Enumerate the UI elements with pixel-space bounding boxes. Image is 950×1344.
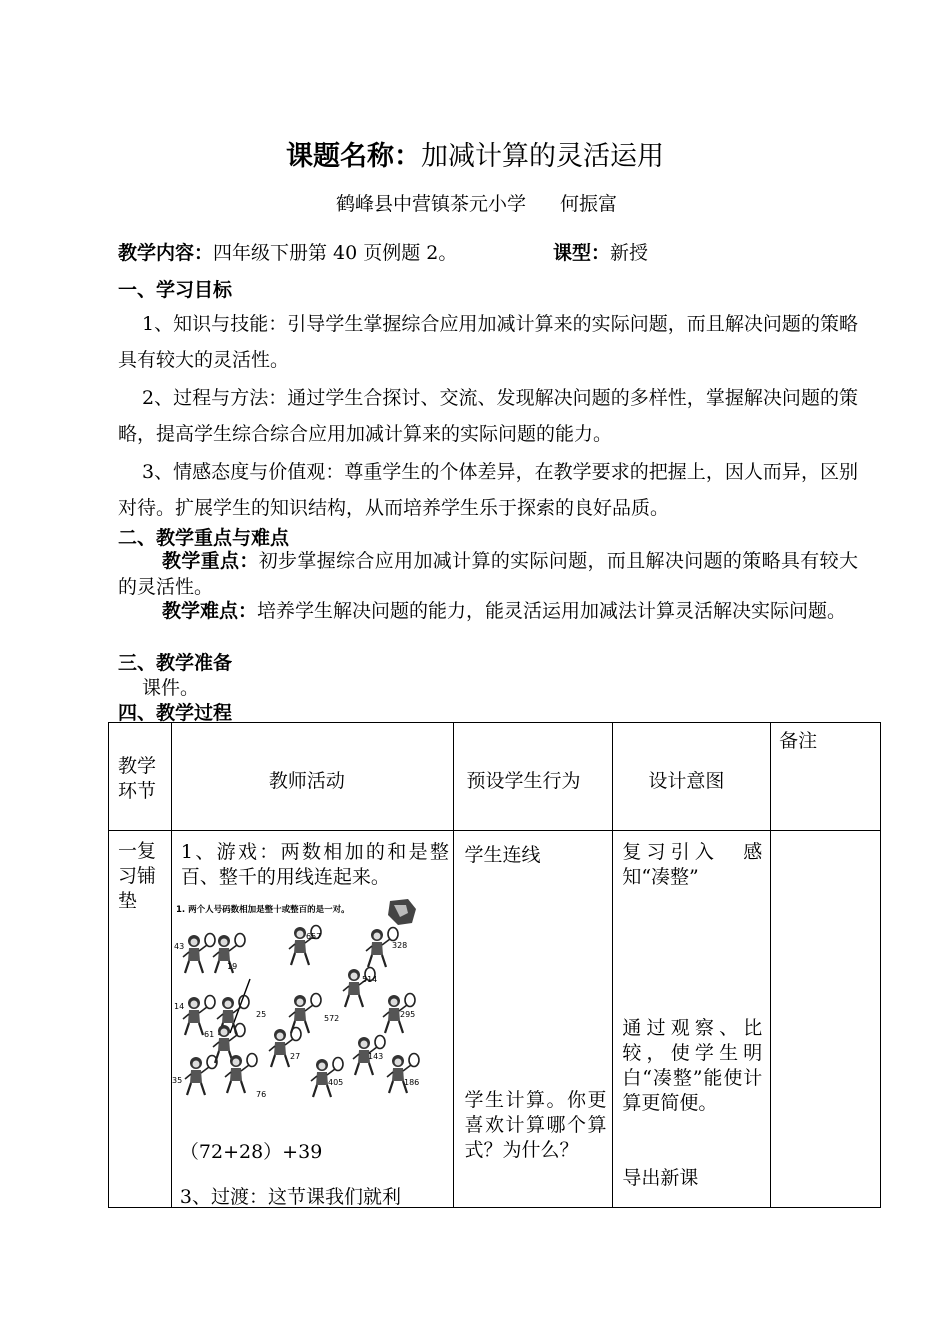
stage-review: 一复习铺垫 bbox=[118, 840, 157, 912]
objective-3: 3、情感态度与价值观：尊重学生的个体差异，在教学要求的把握上，因人而异，区别对待。扩展学生的知识结构，从而培养学生乐于探索的良好品质。 bbox=[118, 461, 858, 519]
players-group bbox=[183, 926, 419, 1098]
key-point: 教学重点：初步掌握综合应用加减计算的实际问题，而且解决问题的策略具有较大的灵活性。 bbox=[118, 550, 858, 598]
student-behavior-cell bbox=[453, 831, 613, 1208]
content-line: 教学内容：四年级下册第 40 页例题 2。 bbox=[118, 242, 458, 264]
player-number: 14 bbox=[174, 1002, 185, 1011]
player-icon bbox=[225, 1054, 257, 1094]
player-number: 143 bbox=[368, 1052, 384, 1061]
player-number: 76 bbox=[256, 1090, 267, 1099]
section-process-heading: 四、教学过程 bbox=[118, 702, 233, 724]
student-connect-text: 学生连线 bbox=[464, 844, 541, 866]
player-number: 27 bbox=[290, 1052, 301, 1061]
header-stage-cell bbox=[109, 723, 172, 831]
header-student: 预设学生行为 bbox=[466, 770, 581, 792]
stage-cell bbox=[109, 831, 172, 1208]
design-new-lesson-text: 导出新课 bbox=[622, 1167, 699, 1189]
lesson-type: 课型：新授 bbox=[553, 242, 649, 264]
author-line bbox=[336, 189, 617, 216]
player-number: 25 bbox=[256, 1010, 267, 1019]
player-number: 295 bbox=[400, 1010, 416, 1019]
objective-1: 1、知识与技能：引导学生掌握综合应用加减计算来的实际问题，而且解决问题的策略具有较大的灵活性。 bbox=[118, 313, 858, 371]
design-observe-text: 通过观察、比较，使学生明白“凑整”能使计算更简便。 bbox=[622, 1017, 763, 1114]
teacher-calc-text: （72+28）+39 bbox=[179, 1141, 323, 1163]
game-illustration bbox=[172, 897, 440, 1112]
preparation-text: 课件。 bbox=[142, 677, 200, 699]
player-number: 657 bbox=[306, 932, 322, 941]
school-name: 鹤峰县中营镇茶元小学 bbox=[336, 193, 527, 215]
student-calc-text: 学生计算。你更喜欢计算哪个算式？为什么？ bbox=[464, 1089, 607, 1161]
teacher-name: 何振富 bbox=[560, 193, 618, 215]
header-notes-cell bbox=[771, 723, 881, 831]
player-number: 19 bbox=[227, 962, 238, 971]
player-number: 328 bbox=[392, 941, 408, 950]
mascot-icon bbox=[388, 899, 416, 925]
illustration-caption: 1. 两个人号码数相加是整十或整百的是一对。 bbox=[176, 905, 350, 915]
objective-2: 2、过程与方法：通过学生合探讨、交流、发现解决问题的多样性，掌握解决问题的策略，提高学生综合综合应用加减计算来的实际问题的能力。 bbox=[118, 387, 858, 445]
header-notes: 备注 bbox=[779, 730, 818, 752]
design-intent-cell bbox=[613, 831, 771, 1208]
player-number: 572 bbox=[324, 1014, 340, 1023]
player-icon bbox=[185, 1056, 217, 1096]
player-number: 186 bbox=[404, 1078, 420, 1087]
player-number: 43 bbox=[174, 942, 185, 951]
header-design: 设计意图 bbox=[648, 770, 725, 792]
table-header-row bbox=[109, 723, 881, 831]
player-icon bbox=[289, 994, 321, 1034]
header-student-cell bbox=[453, 723, 613, 831]
section-key-points-heading: 二、教学重点与难点 bbox=[118, 527, 290, 549]
header-teacher-cell bbox=[171, 723, 453, 831]
difficult-point: 教学难点：培养学生解决问题的能力，能灵活运用加减法计算灵活解决实际问题。 bbox=[162, 600, 847, 622]
section-objectives-heading: 一、学习目标 bbox=[118, 279, 233, 301]
page-title: 课题名称：加减计算的灵活运用 bbox=[286, 141, 664, 172]
notes-cell bbox=[771, 831, 881, 1208]
player-icon bbox=[269, 1028, 301, 1068]
player-icon bbox=[183, 934, 215, 974]
player-number: 514 bbox=[362, 975, 378, 984]
header-design-cell bbox=[613, 723, 771, 831]
player-icon bbox=[387, 1054, 419, 1094]
player-number: 405 bbox=[328, 1078, 344, 1087]
section-preparation-heading: 三、教学准备 bbox=[118, 652, 233, 674]
player-icon bbox=[343, 968, 378, 1008]
design-intro-text: 复习引入 感知“凑整” bbox=[622, 841, 763, 888]
player-number: 61 bbox=[204, 1030, 215, 1039]
teacher-transition-text: 3、过渡：这节课我们就利 bbox=[179, 1186, 401, 1208]
player-number: 35 bbox=[172, 1076, 183, 1085]
header-teacher: 教师活动 bbox=[268, 770, 345, 792]
header-stage: 教学环节 bbox=[118, 755, 157, 802]
teacher-game-text: 1、游戏：两数相加的和是整百、整千的用线连起来。 bbox=[180, 841, 449, 888]
